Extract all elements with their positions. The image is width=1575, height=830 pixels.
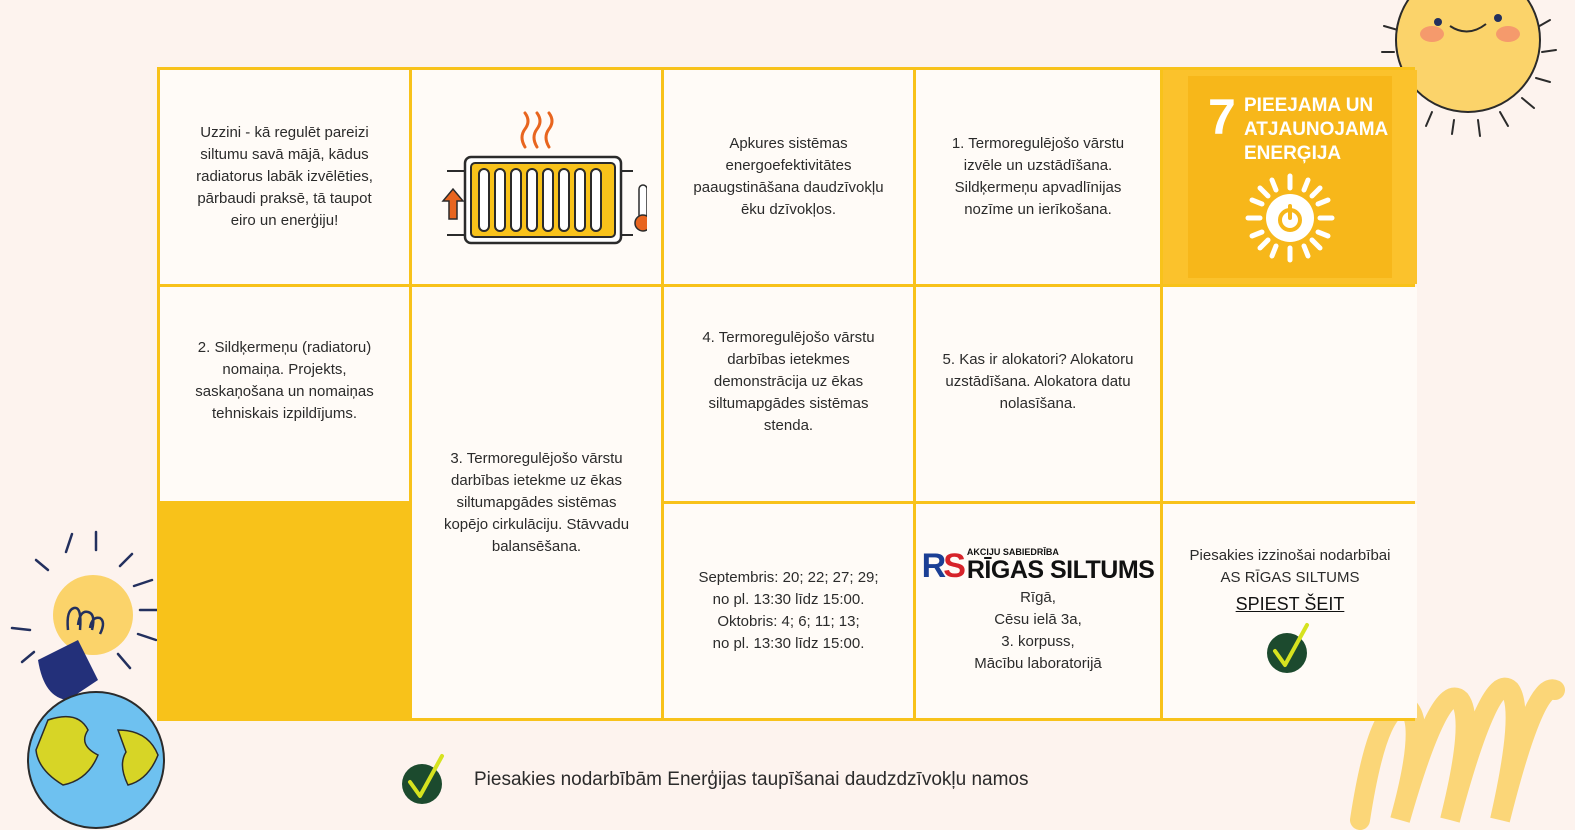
item-4: 4. Termoregulējošo vārstu darbības ietekmes demonstrācija uz ēkas siltumapgādes sistēmas stenda. xyxy=(664,287,913,501)
checkmark-icon xyxy=(1265,621,1315,677)
item-2: 2. Sildķermeņu (radiatoru) nomaiņa. Projekts, saskaņošana un nomaiņas tehniskais izpildījums. xyxy=(160,287,409,501)
footer-text: Piesakies nodarbībām Enerģijas taupīšanai daudzdzīvokļu namos xyxy=(474,769,1029,790)
sun-power-icon xyxy=(1244,172,1336,264)
schedule: Septembris: 20; 22; 27; 29; no pl. 13:30 līdz 15:00. Oktobris: 4; 6; 11; 13; no pl. 13:30 līdz 15:00. xyxy=(664,504,913,718)
logo-name: RĪGAS SILTUMS xyxy=(966,556,1155,584)
empty-cell xyxy=(1163,287,1417,501)
topic-main: Apkures sistēmas energoefektivitātes paaugstināšana daudzīvokļu ēku dzīvokļos. xyxy=(664,70,913,284)
logo-subtitle: AKCIJU SABIEDRĪBA xyxy=(966,547,1059,557)
info-grid xyxy=(157,67,1415,721)
item-1: 1. Termoregulējošo vārstu izvēle un uzstādīšana. Sildķermeņu apvadlīnijas nozīme un ierīkošana. xyxy=(916,70,1160,284)
apply-link[interactable]: SPIEST ŠEIT xyxy=(1235,594,1345,614)
yellow-block xyxy=(160,504,409,718)
sdg-badge xyxy=(1188,76,1392,278)
sdg-title: PIEEJAMA UN ATJAUNOJAMA ENERĢIJA xyxy=(1244,95,1389,164)
item-5: 5. Kas ir alokatori? Alokatoru uzstādīšana. Alokatora datu nolasīšana. xyxy=(916,287,1160,501)
radiator-cell xyxy=(412,70,661,284)
footer xyxy=(400,752,1029,808)
apply-text: Piesakies izzinošai nodarbībai AS RĪGAS SILTUMS xyxy=(1189,547,1391,586)
location-cell xyxy=(916,504,1160,718)
item-3: 3. Termoregulējošo vārstu darbības ietekme uz ēkas siltumapgādes sistēmas kopējo cirkulāciju. Stāvvadu balansēšana. xyxy=(412,287,661,718)
rigas-siltums-logo xyxy=(922,547,1155,583)
checkmark-icon xyxy=(400,752,450,808)
sdg-number: 7 xyxy=(1208,89,1236,145)
lightbulb-globe-decoration xyxy=(8,530,173,830)
intro-text: Uzzini - kā regulēt pareizi siltumu savā mājā, kādus radiatorus labāk izvēlēties, pārbaudi praksē, tā taupot eiro un enerģiju! xyxy=(160,70,409,284)
location-text: Rīgā, Cēsu ielā 3a, 3. korpuss, Mācību laboratorijā xyxy=(974,589,1102,672)
sdg-cell xyxy=(1163,70,1417,284)
radiator-icon xyxy=(427,107,647,247)
rs-logo-mark: RS xyxy=(921,547,963,585)
apply-cell xyxy=(1163,504,1417,718)
